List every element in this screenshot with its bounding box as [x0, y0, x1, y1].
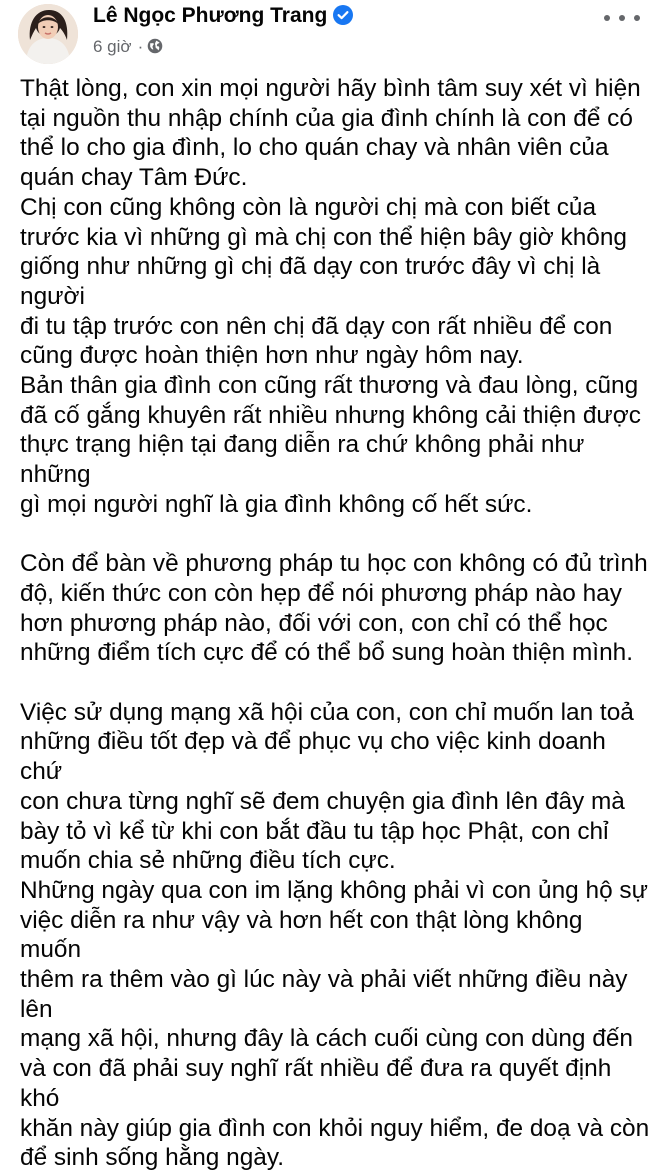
post-paragraph: Việc sử dụng mạng xã hội của con, con chỉ muốn lan toả những điều tốt đẹp và để phục vụ cho việc kinh doanh chứ con chưa từng nghĩ sẽ đem chuyện gia đình lên đây mà bày tỏ vì kể từ khi con bắt đầu tu tập học Phật, con chỉ muốn chia sẻ những điều tích cực. Những ngày qua con im lặng không phải vì con ủng hộ sự việc diễn ra như vậy và hơn hết con thật lòng không muốn thêm ra thêm vào gì lúc này và phải viết những điều này lên mạng xã hội, nhưng đây là cách cuối cùng con dùng đến và con đã phải suy nghĩ rất nhiều để đưa ra quyết định khó khăn này giúp gia đình con khỏi nguy hiểm, đe doạ và còn để sinh sống hằng ngày. [20, 698, 650, 1172]
paragraph-gap [20, 668, 650, 698]
more-horizontal-icon [600, 8, 644, 32]
avatar[interactable] [18, 4, 78, 64]
author-name[interactable]: Lê Ngọc Phương Trang [93, 4, 328, 27]
paragraph-gap [20, 520, 650, 550]
avatar-photo [18, 4, 78, 64]
post-text [20, 74, 650, 1173]
more-options-button[interactable] [600, 8, 644, 32]
verified-badge-icon [333, 5, 353, 25]
globe-icon[interactable] [147, 38, 163, 54]
post-time[interactable]: 6 giờ [93, 37, 132, 56]
post-paragraph: Thật lòng, con xin mọi người hãy bình tâm suy xét vì hiện tại nguồn thu nhập chính của gia đình chính là con để có thể lo cho gia đình, lo cho quán chay và nhân viên của quán chay Tâm Đức. Chị con cũng không còn là người chị mà con biết của trước kia vì những gì mà chị con thể hiện bây giờ không giống như những gì chị đã dạy con trước đây vì chị là người đi tu tập trước con nên chị đã dạy con rất nhiều để con cũng được hoàn thiện hơn như ngày hôm nay. Bản thân gia đình con cũng rất thương và đau lòng, cũng đã cố gắng khuyên rất nhiều nhưng không cải thiện được thực trạng hiện tại đang diễn ra chứ không phải như những gì mọi người nghĩ là gia đình không cố hết sức. [20, 75, 641, 518]
post-paragraph: Còn để bàn về phương pháp tu học con không có đủ trình độ, kiến thức con còn hẹp để nói phương pháp nào hay hơn phương pháp nào, đối với con, con chỉ có thể học những điểm tích cực để có thể bổ sung hoàn thiện mình. [20, 550, 648, 667]
post-meta [93, 36, 163, 58]
post-header [0, 0, 660, 70]
meta-separator: · [137, 37, 144, 56]
author-name-row [93, 3, 353, 29]
